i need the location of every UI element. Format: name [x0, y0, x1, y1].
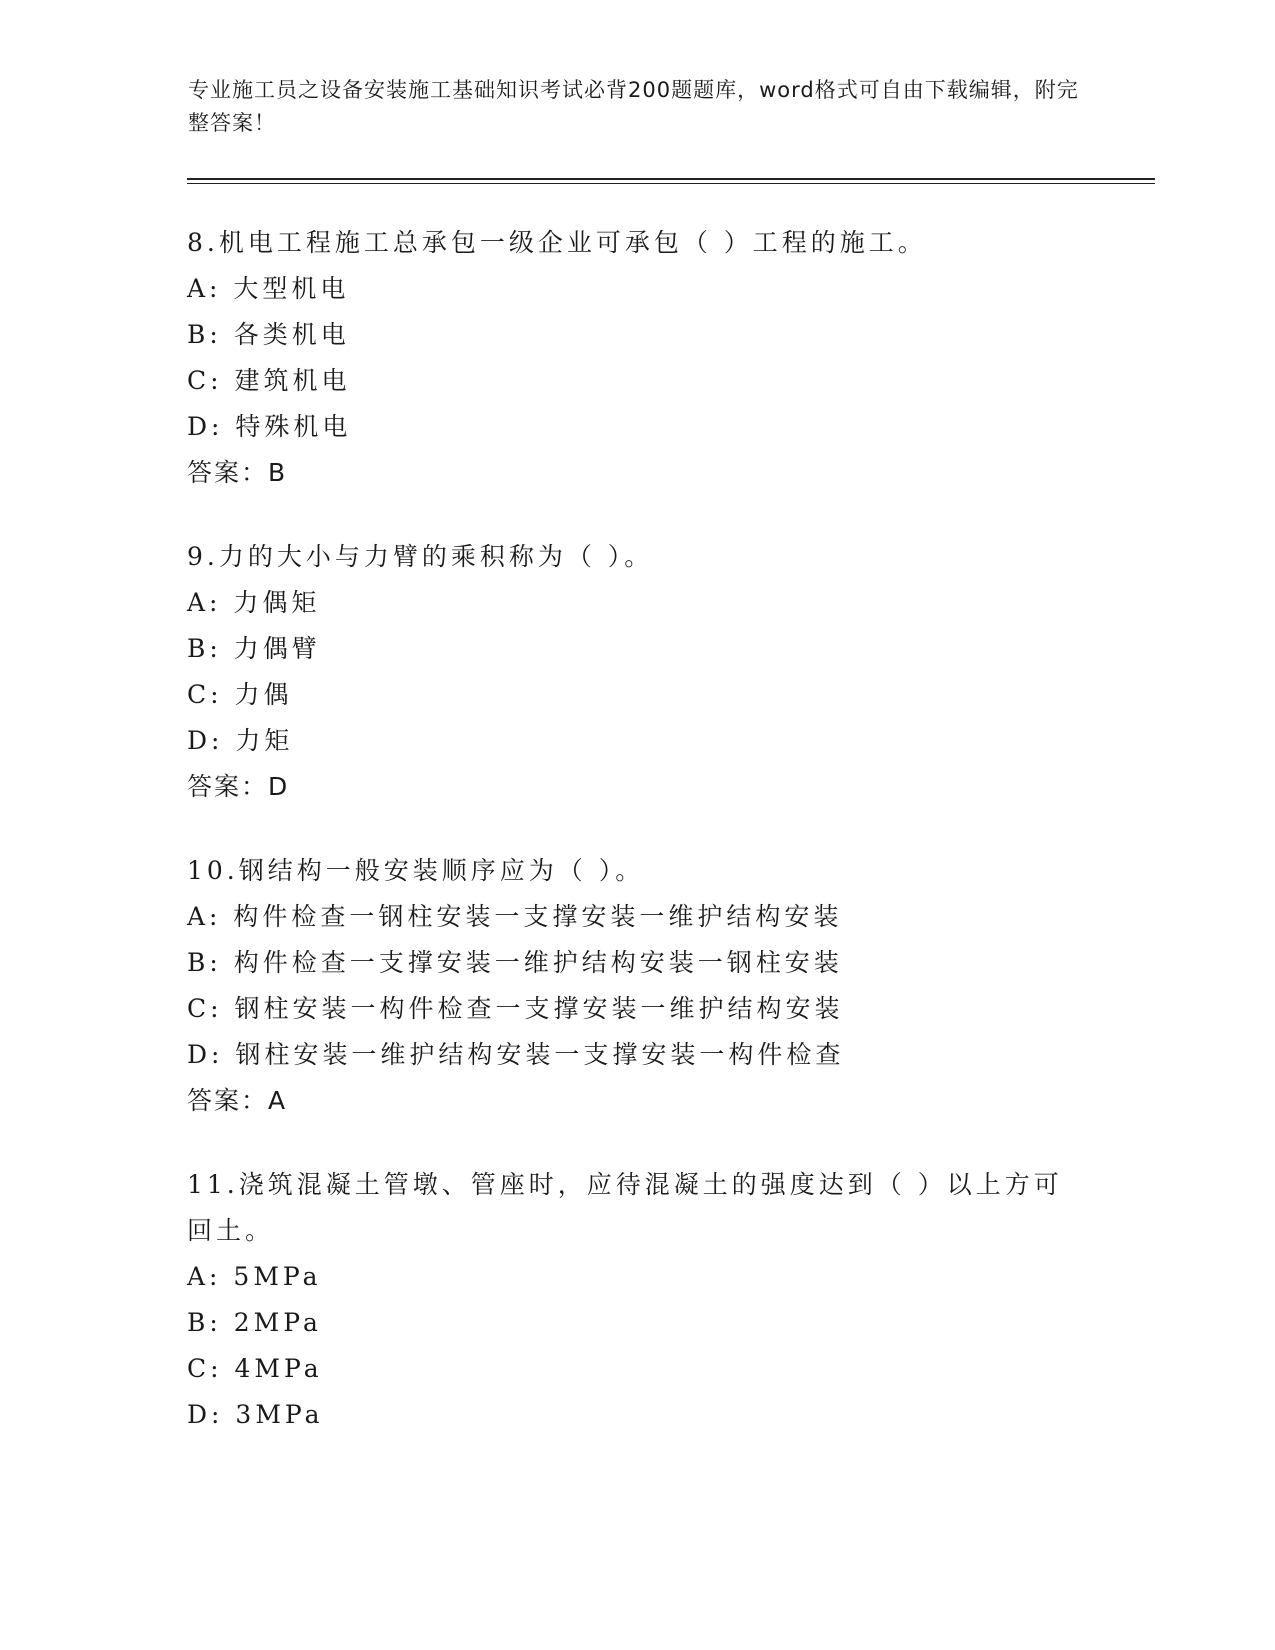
question-title: 8.机电工程施工总承包一级企业可承包（ ）工程的施工。 [187, 228, 927, 257]
question-title: 9.力的大小与力臂的乘积称为（ ）。 [187, 542, 654, 571]
option-a: A: 大型机电 [187, 274, 350, 303]
option-c: C: 力偶 [187, 680, 293, 709]
option-a: A: 构件检查一钢柱安装一支撑安装一维护结构安装 [187, 902, 843, 931]
option-d: D: 钢柱安装一维护结构安装一支撑安装一构件检查 [187, 1040, 845, 1069]
question-title: 10.钢结构一般安装顺序应为（ ）。 [187, 856, 645, 885]
option-c: C: 建筑机电 [187, 366, 351, 395]
header-divider-thick [187, 178, 1155, 180]
option-b: B: 构件检查一支撑安装一维护结构安装一钢柱安装 [187, 948, 843, 977]
question-11 [187, 1162, 1067, 1438]
document-header: 专业施工员之设备安装施工基础知识考试必背200题题库，word格式可自由下载编辑，附完整答案！ [188, 78, 1079, 135]
option-a: A: 力偶矩 [187, 588, 321, 617]
answer: 答案：B [187, 458, 288, 487]
option-d: D: 特殊机电 [187, 412, 352, 441]
option-a: A: 5MPa [187, 1262, 322, 1291]
option-b: B: 各类机电 [187, 320, 350, 349]
answer: 答案：A [187, 1086, 288, 1115]
option-c: C: 4MPa [187, 1354, 323, 1383]
option-b: B: 2MPa [187, 1308, 322, 1337]
answer: 答案：D [187, 772, 290, 801]
option-c: C: 钢柱安装一构件检查一支撑安装一维护结构安装 [187, 994, 844, 1023]
header-divider-thin [187, 183, 1155, 184]
question-title: 11.浇筑混凝土管墩、管座时，应待混凝土的强度达到（ ）以上方可回土。 [187, 1170, 1063, 1245]
question-10 [187, 848, 1067, 1124]
option-d: D: 3MPa [187, 1400, 324, 1429]
option-d: D: 力矩 [187, 726, 294, 755]
option-b: B: 力偶臂 [187, 634, 321, 663]
question-8 [187, 220, 1067, 496]
question-9 [187, 534, 1067, 810]
